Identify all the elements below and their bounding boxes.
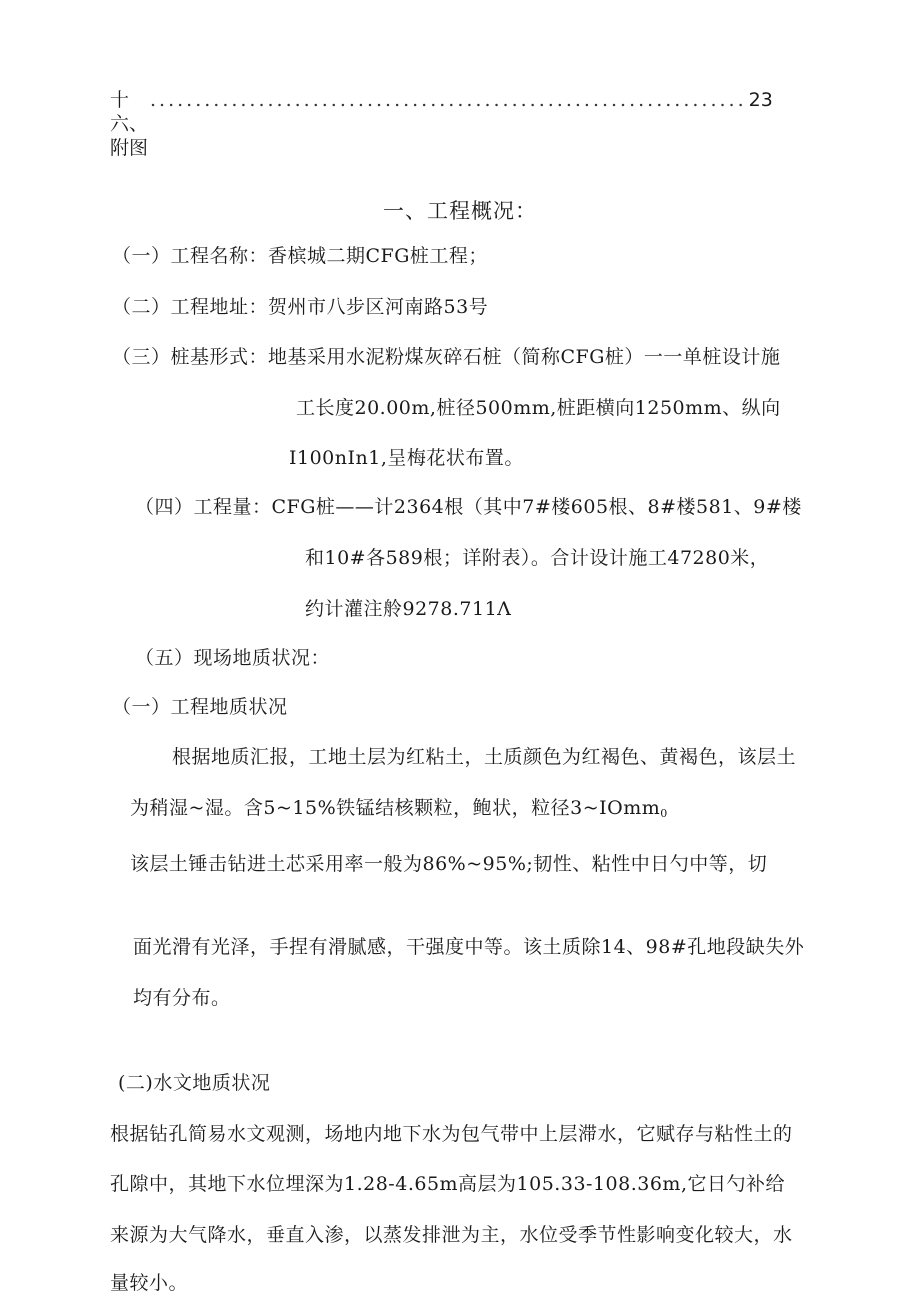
geology-paragraph-line-5: 均有分布。 xyxy=(133,987,231,1009)
hydrogeology-line-2: 孔隙中，其地下水位埋深为1.28-4.65m高层为105.33-108.36m,它日勺补给 xyxy=(110,1173,785,1195)
quantity-line-cont-2: 约计灌注舲9278.711Λ xyxy=(305,598,512,620)
hydrogeology-heading: (二)水文地质状况 xyxy=(118,1072,271,1094)
quantity-line-cont-1: 和10#各589根；详附表）。合计设计施工47280米， xyxy=(305,547,770,569)
geology-paragraph-line-1: 根据地质汇报，工地土层为红粘土，土质颜色为红褐色、黄褐色，该层土 xyxy=(172,746,797,768)
toc-entry xyxy=(110,88,773,160)
geology-paragraph-line-4: 面光滑有光泽，手捏有滑腻感，干强度中等。该土质除14、98#孔地段缺失外 xyxy=(133,936,805,958)
geology-paragraph-line-3: 该层土锤击钻进土芯采用率一般为86%~95%;韧性、粘性中日勺中等，切 xyxy=(130,853,768,875)
subscript-zero: 0 xyxy=(660,807,668,820)
site-geology-heading: （五）现场地质状况： xyxy=(135,647,331,669)
hydrogeology-line-4: 量较小。 xyxy=(110,1272,189,1294)
geology-paragraph-line-2 xyxy=(130,796,668,826)
pile-type-line-cont-2: I100nIn1,呈梅花状布置。 xyxy=(289,447,524,469)
engineering-geology-heading: （一）工程地质状况 xyxy=(112,696,288,718)
pile-type-line: （三）桩基形式：地基采用水泥粉煤灰碎石桩（简称CFG桩）一一单桩设计施 xyxy=(112,346,781,368)
quantity-line: （四）工程量：CFG桩——计2364根（其中7#楼605根、8#楼581、9#楼 xyxy=(135,496,802,518)
project-name-line: （一）工程名称：香槟城二期CFG桩工程； xyxy=(112,245,488,267)
project-address-line: （二）工程地址：贺州市八步区河南路53号 xyxy=(112,296,489,318)
pile-type-line-cont-1: 工长度20.00m,桩径500mm,桩距横向1250mm、纵向 xyxy=(296,397,781,419)
toc-leader-dots: .................................................................. xyxy=(150,89,747,111)
section-heading: 一、工程概况： xyxy=(383,199,537,223)
geology-paragraph-line-2-text: 为稍湿~湿。含5~15%铁锰结核颗粒，鲍状，粒径3~IOmm xyxy=(130,797,661,819)
hydrogeology-line-3: 来源为大气降水，垂直入渗，以蒸发排泄为主，水位受季节性影响变化较大，水 xyxy=(110,1224,793,1246)
hydrogeology-line-1: 根据钻孔简易水文观测，场地内地下水为包气带中上层滞水，它赋存与粘性土的 xyxy=(110,1123,793,1145)
toc-label: 十六、附图 xyxy=(110,89,149,159)
toc-page-number: 23 xyxy=(748,89,773,111)
